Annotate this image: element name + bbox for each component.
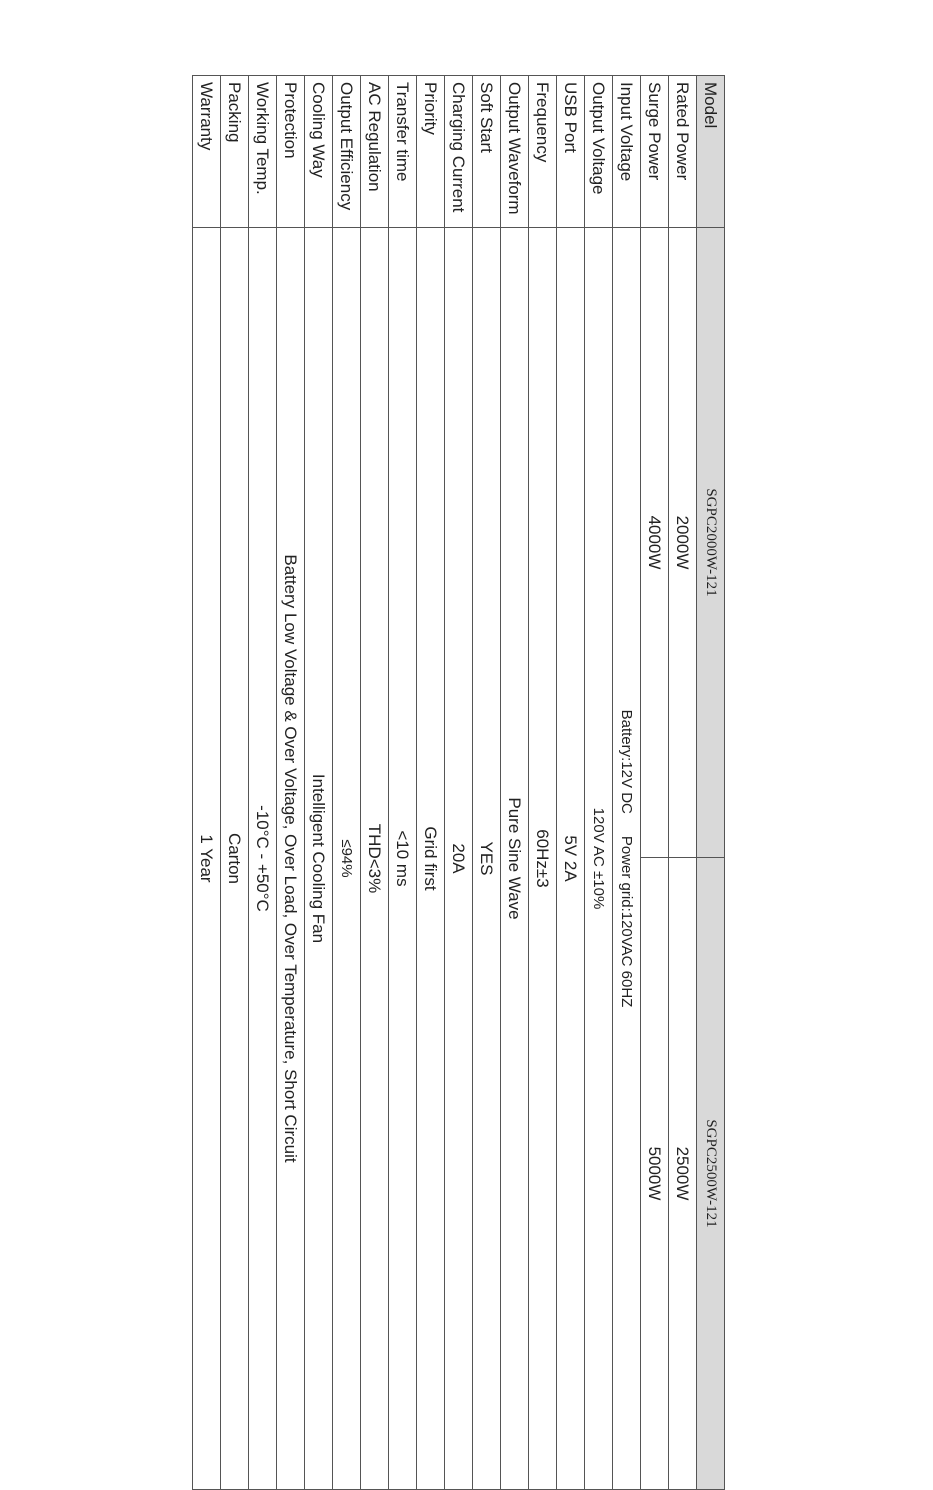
row-label: Output Voltage xyxy=(585,76,613,228)
model-a-header: SGPC2000W-121 xyxy=(697,228,725,858)
table-row xyxy=(585,76,613,1490)
table-row xyxy=(613,76,641,1490)
table-row xyxy=(221,76,249,1490)
table-header-row xyxy=(697,76,725,1490)
rated-power-a: 2000W xyxy=(669,228,697,858)
row-label: Rated Power xyxy=(669,76,697,228)
spec-table-rotated xyxy=(197,75,725,1489)
soft-start-value: YES xyxy=(473,228,501,1490)
cooling-way-value: Intelligent Cooling Fan xyxy=(305,228,333,1490)
working-temp-value: -10°C - +50°C xyxy=(249,228,277,1490)
row-label: Surge Power xyxy=(641,76,669,228)
input-voltage-grid: Power grid:120VAC 60HZ xyxy=(618,835,635,1008)
table-row xyxy=(305,76,333,1490)
table-row xyxy=(333,76,361,1490)
row-label: Packing xyxy=(221,76,249,228)
table-row xyxy=(361,76,389,1490)
table-row xyxy=(277,76,305,1490)
row-label: Charging Current xyxy=(445,76,473,228)
spec-table xyxy=(192,75,725,1490)
surge-power-a: 4000W xyxy=(641,228,669,858)
table-row xyxy=(669,76,697,1490)
warranty-value: 1 Year xyxy=(193,228,221,1490)
input-voltage-battery: Battery:12V DC xyxy=(618,709,635,814)
row-label: Output Waveform xyxy=(501,76,529,228)
row-label: Cooling Way xyxy=(305,76,333,228)
table-row xyxy=(557,76,585,1490)
table-row xyxy=(473,76,501,1490)
row-label: AC Regulation xyxy=(361,76,389,228)
charging-current-value: 20A xyxy=(445,228,473,1490)
row-label: Soft Start xyxy=(473,76,501,228)
row-label: Protection xyxy=(277,76,305,228)
output-voltage-value: 120V AC ±10% xyxy=(585,228,613,1490)
row-label: Priority xyxy=(417,76,445,228)
table-row xyxy=(529,76,557,1490)
usb-port-value: 5V 2A xyxy=(557,228,585,1490)
priority-value: Grid first xyxy=(417,228,445,1490)
model-b-header: SGPC2500W-121 xyxy=(697,858,725,1490)
ac-regulation-value: THD<3% xyxy=(361,228,389,1490)
frequency-value: 60Hz±3 xyxy=(529,228,557,1490)
table-row xyxy=(641,76,669,1490)
output-efficiency-value: ≤94% xyxy=(333,228,361,1490)
output-waveform-value: Pure Sine Wave xyxy=(501,228,529,1490)
row-label: Transfer time xyxy=(389,76,417,228)
row-label: Output Efficiency xyxy=(333,76,361,228)
row-label: Working Temp. xyxy=(249,76,277,228)
header-label: Model xyxy=(697,76,725,228)
row-label: USB Port xyxy=(557,76,585,228)
packing-value: Carton xyxy=(221,228,249,1490)
transfer-time-value: <10 ms xyxy=(389,228,417,1490)
table-row xyxy=(417,76,445,1490)
row-label: Frequency xyxy=(529,76,557,228)
row-label: Input Voltage xyxy=(613,76,641,228)
rated-power-b: 2500W xyxy=(669,858,697,1490)
table-row xyxy=(249,76,277,1490)
surge-power-b: 5000W xyxy=(641,858,669,1490)
input-voltage-value xyxy=(613,228,641,1490)
table-row xyxy=(445,76,473,1490)
protection-value: Battery Low Voltage & Over Voltage, Over Load, Over Temperature, Short Circuit xyxy=(277,228,305,1490)
table-row xyxy=(501,76,529,1490)
table-row xyxy=(389,76,417,1490)
row-label: Warranty xyxy=(193,76,221,228)
table-row xyxy=(193,76,221,1490)
